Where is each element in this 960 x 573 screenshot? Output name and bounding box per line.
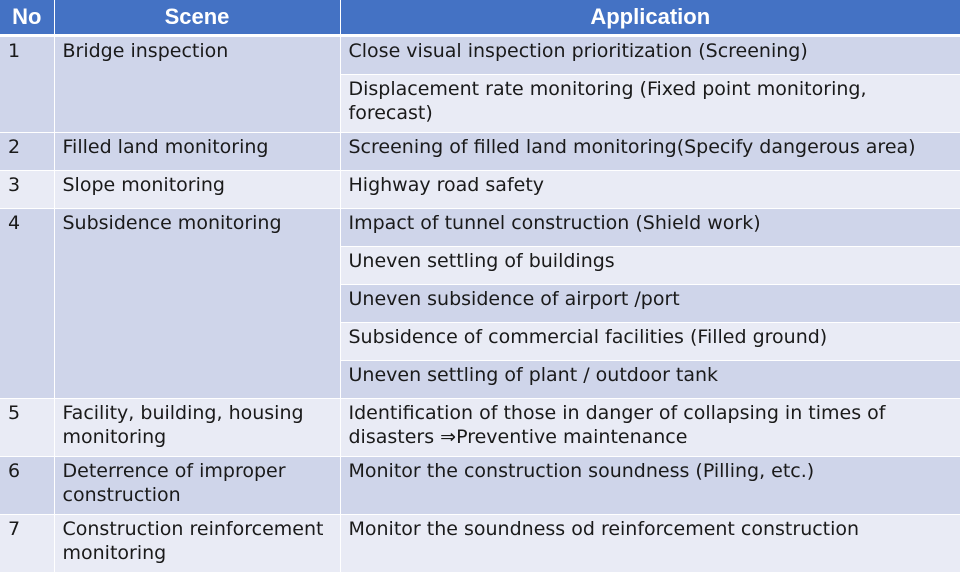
application-cell: Uneven settling of buildings xyxy=(340,247,960,285)
row-number: 2 xyxy=(0,133,54,171)
header-row xyxy=(0,0,960,36)
scene-cell: Bridge inspection xyxy=(54,36,340,133)
application-cell: Screening of filled land monitoring(Specify dangerous area) xyxy=(340,133,960,171)
row-number: 5 xyxy=(0,399,54,457)
table-row xyxy=(0,36,960,75)
table-row xyxy=(0,171,960,209)
application-cell: Close visual inspection prioritization (Screening) xyxy=(340,36,960,75)
application-cell: Displacement rate monitoring (Fixed point monitoring, forecast) xyxy=(340,75,960,133)
table-row xyxy=(0,457,960,515)
row-number: 3 xyxy=(0,171,54,209)
application-cell: Uneven subsidence of airport /port xyxy=(340,285,960,323)
header-scene: Scene xyxy=(54,0,340,36)
row-number: 6 xyxy=(0,457,54,515)
application-cell: Subsidence of commercial facilities (Filled ground) xyxy=(340,323,960,361)
application-cell: Monitor the soundness od reinforcement construction xyxy=(340,515,960,573)
application-cell: Impact of tunnel construction (Shield work) xyxy=(340,209,960,247)
header-application: Application xyxy=(340,0,960,36)
scene-cell: Slope monitoring xyxy=(54,171,340,209)
table-row xyxy=(0,515,960,573)
scene-cell: Construction reinforcement monitoring xyxy=(54,515,340,573)
scene-cell: Filled land monitoring xyxy=(54,133,340,171)
row-number: 4 xyxy=(0,209,54,399)
table-row xyxy=(0,133,960,171)
row-number: 7 xyxy=(0,515,54,573)
row-number: 1 xyxy=(0,36,54,133)
scene-cell: Facility, building, housing monitoring xyxy=(54,399,340,457)
application-cell: Monitor the construction soundness (Pilling, etc.) xyxy=(340,457,960,515)
application-cell: Uneven settling of plant / outdoor tank xyxy=(340,361,960,399)
application-cell: Identification of those in danger of collapsing in times of disasters ⇒Preventive maintenance xyxy=(340,399,960,457)
scene-cell: Deterrence of improper construction xyxy=(54,457,340,515)
table-row xyxy=(0,209,960,247)
table-row xyxy=(0,399,960,457)
application-cell: Highway road safety xyxy=(340,171,960,209)
scene-cell: Subsidence monitoring xyxy=(54,209,340,399)
header-no: No xyxy=(0,0,54,36)
